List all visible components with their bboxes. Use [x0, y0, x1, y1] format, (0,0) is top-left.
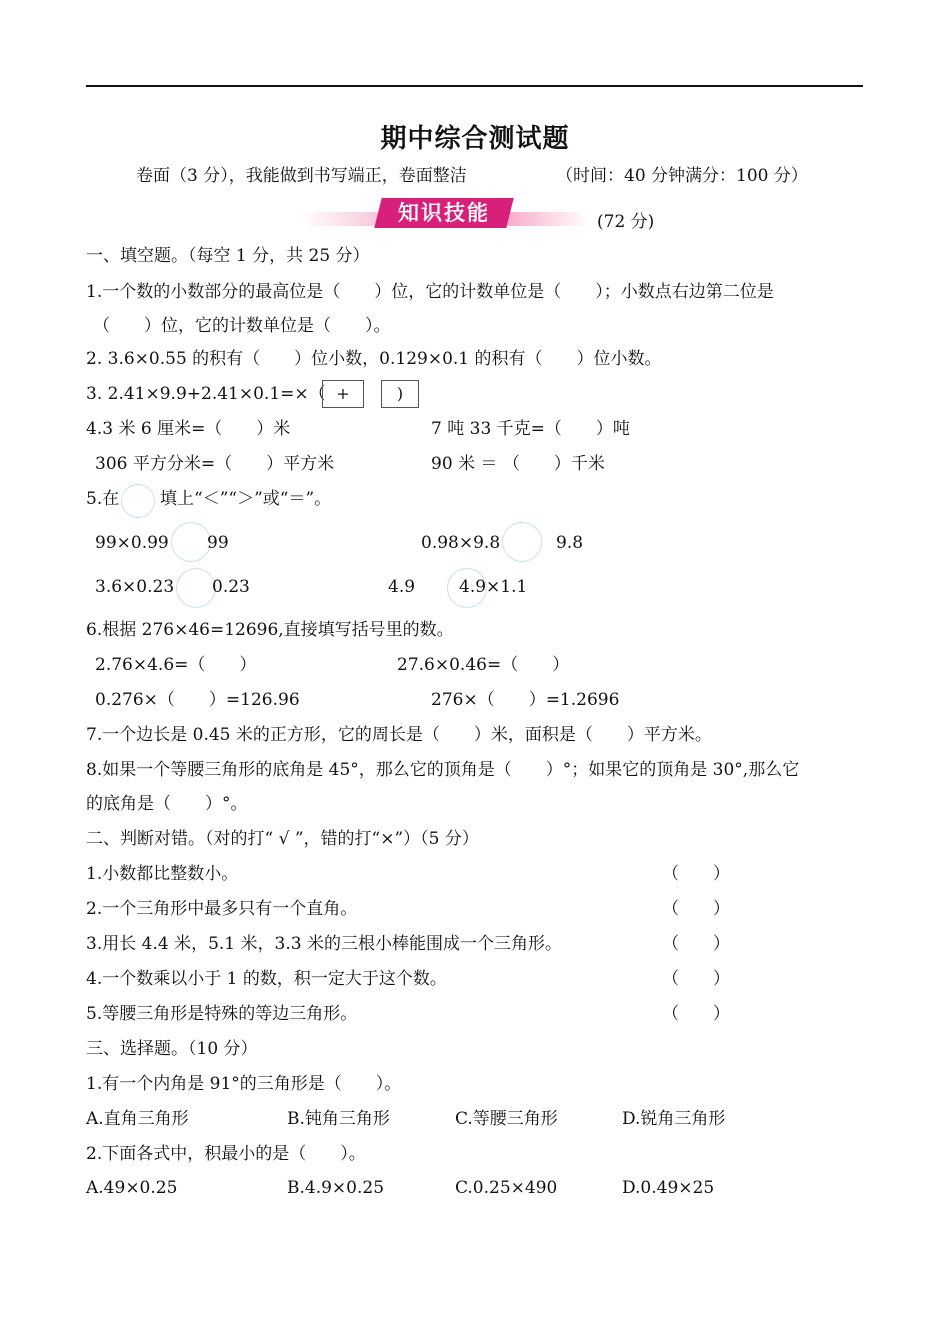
q8-line2: 的底角是（ ）°。: [86, 794, 248, 814]
q1-line1: 1.一个数的小数部分的最高位是（ ）位，它的计数单位是（ ）；小数点右边第二位是: [86, 282, 774, 302]
judge-item-2: 2.一个三角形中最多只有一个直角。: [86, 899, 358, 919]
top-rule: [86, 85, 863, 87]
q4-d: 90 米 ＝ （ ）千米: [431, 454, 605, 474]
judge-paren-5[interactable]: （ ）: [662, 1004, 730, 1024]
q1-line2: （ ）位，它的计数单位是（ ）。: [93, 316, 391, 336]
section1-heading: 一、填空题。（每空 1 分，共 25 分）: [86, 246, 370, 266]
q5-prefix: 5.在: [86, 489, 120, 509]
q5-b-left: 0.98×9.8: [421, 533, 501, 553]
q6-b: 27.6×0.46=（ ）: [397, 655, 570, 675]
subtitle-left: 卷面（3 分），我能做到书写端正，卷面整洁: [136, 166, 467, 186]
choice-q1-option-d[interactable]: D.锐角三角形: [622, 1109, 726, 1129]
choice-q2-option-c[interactable]: C.0.25×490: [455, 1178, 558, 1198]
judge-item-1: 1.小数都比整数小。: [86, 864, 239, 884]
q3-answer-box-1[interactable]: [322, 380, 364, 408]
choice-q1-option-c[interactable]: C.等腰三角形: [455, 1109, 558, 1129]
q3-plus: +: [336, 384, 350, 403]
q5-suffix: 填上“＜”“＞”或“＝”。: [160, 489, 332, 509]
judge-paren-2[interactable]: （ ）: [662, 899, 730, 919]
q5-a-left: 99×0.99: [95, 533, 169, 553]
section3-heading: 三、选择题。（10 分）: [86, 1039, 258, 1059]
q2: 2. 3.6×0.55 的积有（ ）位小数，0.129×0.1 的积有（ ）位小数。: [86, 349, 662, 369]
q6-d: 276×（ ）=1.2696: [431, 690, 620, 710]
choice-q1: 1.有一个内角是 91°的三角形是（ ）。: [86, 1074, 402, 1094]
q8-line1: 8.如果一个等腰三角形的底角是 45°，那么它的顶角是（ ）°；如果它的顶角是 30°,那么它: [86, 760, 800, 780]
q5-a-answer-circle[interactable]: [171, 522, 211, 562]
q5-d-right: 4.9×1.1: [459, 577, 528, 597]
choice-q2-option-b[interactable]: B.4.9×0.25: [287, 1178, 385, 1198]
section2-heading: 二、判断对错。（对的打“ √ ”，错的打“×”）（5 分）: [86, 829, 479, 849]
q6-heading: 6.根据 276×46=12696,直接填写括号里的数。: [86, 620, 454, 640]
judge-item-5: 5.等腰三角形是特殊的等边三角形。: [86, 1004, 358, 1024]
page-title: 期中综合测试题: [380, 124, 570, 154]
banner-label: 知识技能: [398, 201, 490, 225]
q3-close: ): [396, 384, 404, 403]
choice-q1-option-b[interactable]: B.钝角三角形: [287, 1109, 390, 1129]
q5-b-answer-circle[interactable]: [502, 522, 542, 562]
judge-item-3: 3.用长 4.4 米，5.1 米，3.3 米的三根小棒能围成一个三角形。: [86, 934, 562, 954]
choice-q2-option-a[interactable]: A.49×0.25: [86, 1178, 178, 1198]
q3-text: 3. 2.41×9.9+2.41×0.1=×（: [86, 384, 326, 404]
q3-answer-box-2[interactable]: [381, 380, 419, 408]
q4-c: 306 平方分米=（ ）平方米: [95, 454, 335, 474]
q5-a-right: 99: [207, 533, 229, 553]
choice-q2-option-d[interactable]: D.0.49×25: [622, 1178, 715, 1198]
q5-c-right: 0.23: [212, 577, 250, 597]
choice-q2: 2.下面各式中，积最小的是（ ）。: [86, 1144, 366, 1164]
judge-item-4: 4.一个数乘以小于 1 的数，积一定大于这个数。: [86, 969, 447, 989]
q4-b: 7 吨 33 千克=（ ）吨: [431, 419, 630, 439]
q6-c: 0.276×（ ）=126.96: [95, 690, 300, 710]
q6-a: 2.76×4.6=（ ）: [95, 655, 257, 675]
q7: 7.一个边长是 0.45 米的正方形，它的周长是（ ）米，面积是（ ）平方米。: [86, 725, 712, 745]
q5-d-left: 4.9: [388, 577, 416, 597]
judge-paren-4[interactable]: （ ）: [662, 969, 730, 989]
q5-example-circle: [121, 484, 155, 518]
judge-paren-3[interactable]: （ ）: [662, 934, 730, 954]
judge-paren-1[interactable]: （ ）: [662, 864, 730, 884]
choice-q1-option-a[interactable]: A.直角三角形: [86, 1109, 189, 1129]
banner-score: (72 分): [597, 212, 655, 232]
q5-c-answer-circle[interactable]: [176, 568, 216, 608]
subtitle-right: （时间：40 分钟满分：100 分）: [556, 166, 808, 186]
q5-c-left: 3.6×0.23: [95, 577, 175, 597]
q5-b-right: 9.8: [556, 533, 584, 553]
q4-a: 4.3 米 6 厘米=（ ）米: [86, 419, 291, 439]
